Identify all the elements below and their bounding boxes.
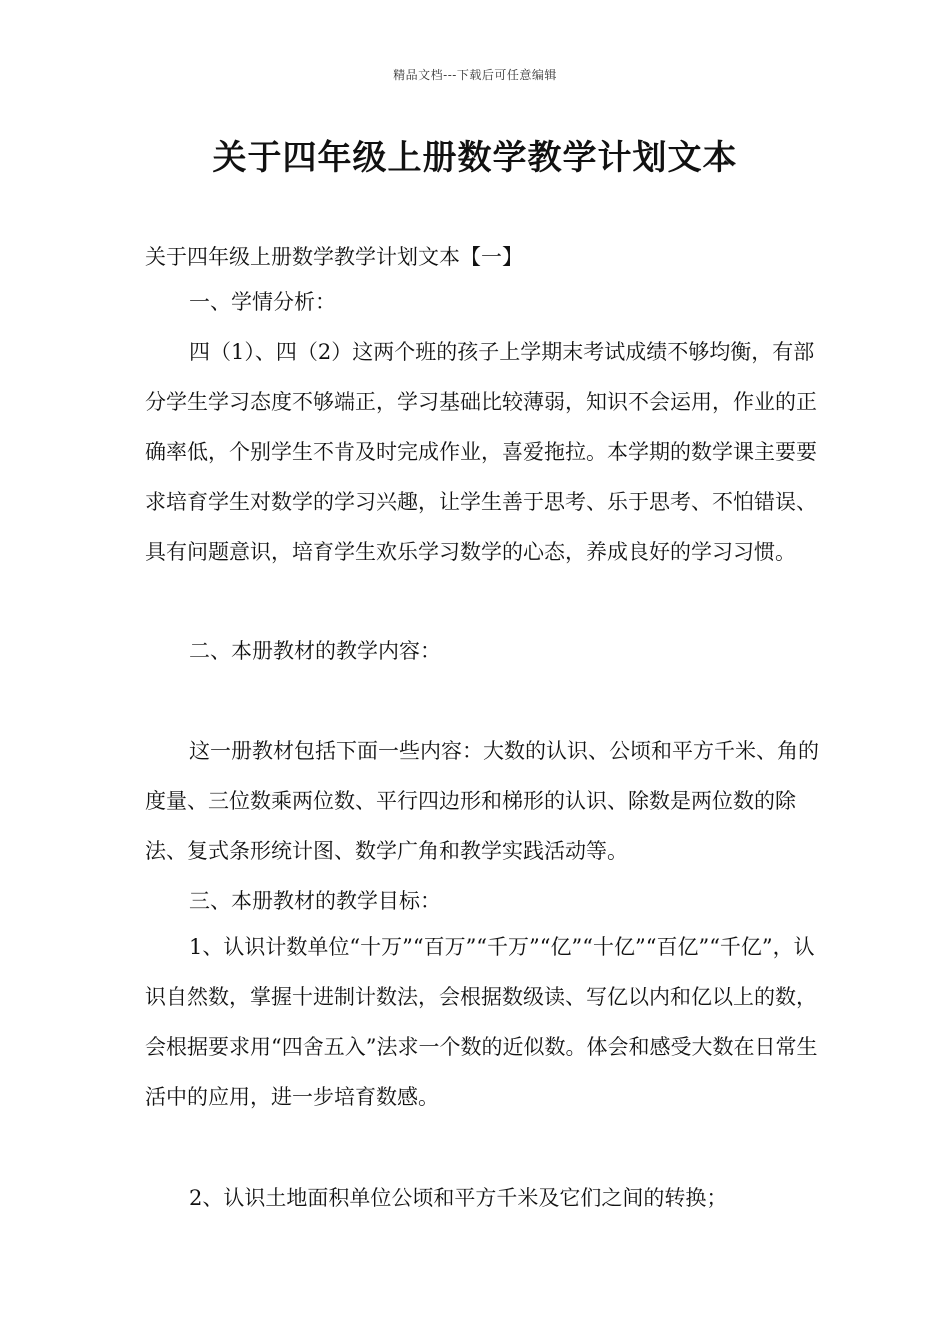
header-note: 精品文档---下载后可任意编辑 bbox=[393, 68, 557, 82]
list-item: 1、认识计数单位“十万”“百万”“千万”“亿”“十亿”“百亿”“千亿”，认识自然数，掌握十进制计数法，会根据数级读、写亿以内和亿以上的数，会根据要求用“四舍五入”法求一个数的近似数。体会和感受大数在日常生活中的应用，进一步培育数感。 bbox=[145, 935, 818, 1109]
section-2-heading bbox=[145, 626, 825, 676]
section-heading: 二、本册教材的教学内容： bbox=[189, 639, 441, 663]
document-title: 关于四年级上册数学教学计划文本 bbox=[212, 138, 738, 178]
section-title bbox=[145, 232, 825, 282]
section-2-paragraph bbox=[145, 726, 825, 876]
paragraph: 四（1）、四（2）这两个班的孩子上学期末考试成绩不够均衡，有部分学生学习态度不够端正，学习基础比较薄弱，知识不会运用，作业的正确率低，个别学生不肯及时完成作业，喜爱拖拉。本学期的数学课主要要求培育学生对数学的学习兴趣，让学生善于思考、乐于思考、不怕错误、具有问题意识，培育学生欢乐学习数学的心态，养成良好的学习习惯。 bbox=[145, 340, 817, 564]
section-title-text: 关于四年级上册数学教学计划文本【一】 bbox=[145, 245, 523, 269]
paragraph: 这一册教材包括下面一些内容：大数的认识、公顷和平方千米、角的度量、三位数乘两位数、平行四边形和梯形的认识、除数是两位数的除法、复式条形统计图、数学广角和教学实践活动等。 bbox=[145, 739, 819, 863]
section-3-heading bbox=[145, 876, 825, 926]
section-heading: 三、本册教材的教学目标： bbox=[189, 889, 441, 913]
section-heading: 一、学情分析： bbox=[189, 290, 336, 314]
list-item: 2、认识土地面积单位公顷和平方千米及它们之间的转换； bbox=[189, 1186, 728, 1210]
section-3-item-2 bbox=[145, 1173, 825, 1223]
section-1-paragraph bbox=[145, 327, 825, 577]
section-3-item-1 bbox=[145, 922, 825, 1122]
section-1-heading bbox=[145, 277, 825, 327]
